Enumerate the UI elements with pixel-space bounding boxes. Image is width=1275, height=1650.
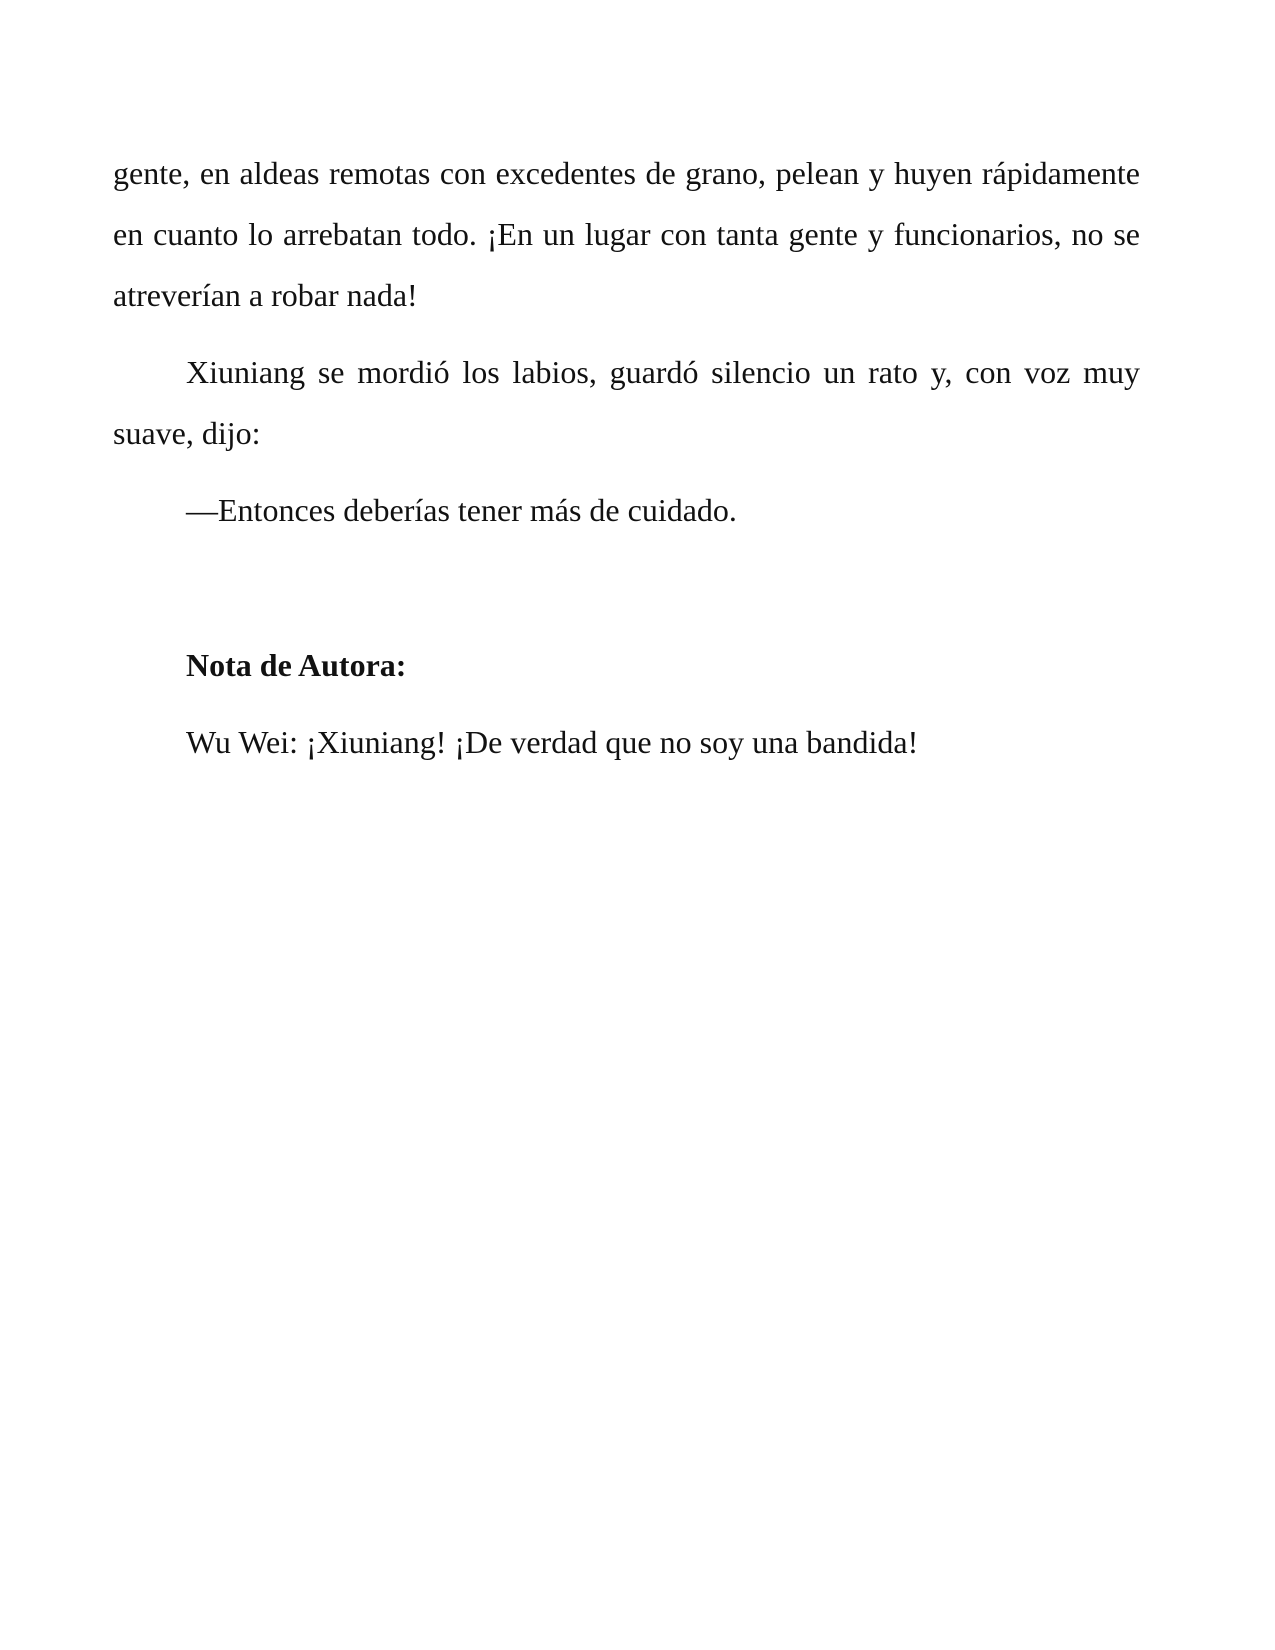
author-note-heading: Nota de Autora: (186, 647, 407, 683)
section-spacer (113, 557, 1140, 635)
author-note-text: Wu Wei: ¡Xiuniang! ¡De verdad que no soy una bandida! (186, 724, 919, 760)
paragraph-xiuniang: Xiuniang se mordió los labios, guardó silencio un rato y, con voz muy suave, dijo: (113, 354, 1140, 451)
body-text (113, 143, 1140, 773)
paragraph-dialogue: —Entonces deberías tener más de cuidado. (186, 492, 737, 528)
paragraph-continuation: gente, en aldeas remotas con excedentes de grano, pelean y huyen rápidamente en cuanto lo arrebatan todo. ¡En un lugar con tanta gente y funcionarios, no se atreverían a robar nada! (113, 155, 1140, 313)
